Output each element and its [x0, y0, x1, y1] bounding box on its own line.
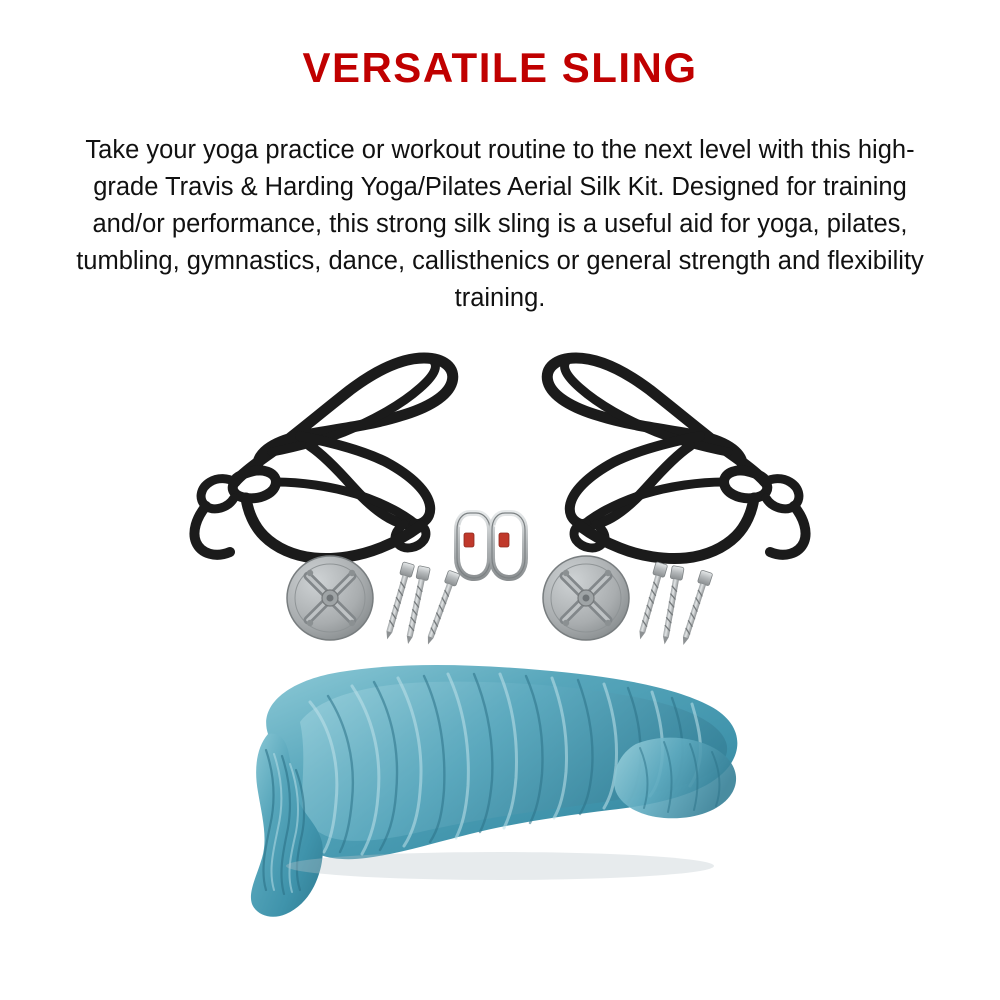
- page-title: VERSATILE SLING: [302, 44, 698, 91]
- daisy-chain-strap-right: [547, 358, 805, 559]
- mounting-plate-left: [287, 556, 373, 640]
- product-photo-illustration: [0, 330, 1000, 970]
- description-paragraph: Take your yoga practice or workout routine to the next level with this high-grade Travis & Harding Yoga/Pilates Aerial Silk Kit. Designed for training and/or performance, this strong silk sling is a useful aid for yoga, pilates, tumbling, gymnastics, dance, callisthenics or general strength and flexibility training.: [76, 136, 924, 312]
- lag-screws-left: [381, 562, 460, 647]
- product-photo: [0, 330, 1000, 970]
- aerial-silk-fabric: [251, 665, 737, 917]
- daisy-chain-strap-left: [194, 358, 452, 559]
- carabiner-right: [492, 513, 525, 578]
- mounting-plate-right: [543, 556, 629, 640]
- carabiner-left: [457, 513, 490, 578]
- lag-screws-right: [634, 562, 712, 647]
